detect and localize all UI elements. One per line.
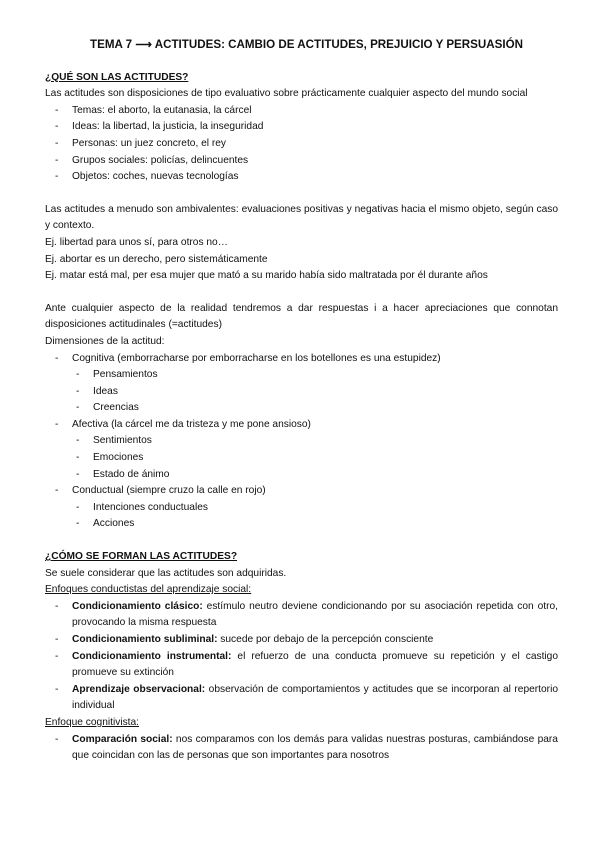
list-item	[45, 649, 558, 682]
section-heading-como-se-forman: ¿CÓMO SE FORMAN LAS ACTITUDES?	[45, 551, 238, 563]
sublist-item: - Sentimientos	[72, 433, 558, 450]
sublist-item: - Creencias	[72, 400, 558, 417]
list-dimensions	[45, 351, 558, 534]
list-item: - Grupos sociales: policías, delincuentes	[45, 153, 558, 170]
page-title: TEMA 7 ⟶ ACTITUDES: CAMBIO DE ACTITUDES, PREJUICIO Y PERSUASIÓN	[90, 38, 523, 51]
list-item: - Ideas: la libertad, la justicia, la inseguridad	[45, 119, 558, 136]
dimension-item	[45, 483, 558, 533]
definition: estímulo neutro deviene condicionando por su asociación repetida con otro, provocando la misma respuesta	[72, 600, 558, 629]
list-item: - Temas: el aborto, la eutanasia, la cárcel	[45, 103, 558, 120]
dimension-label: - Afectiva (la cárcel me da tristeza y me pone ansioso)	[72, 418, 311, 430]
list-item	[45, 682, 558, 715]
paragraph-intro: Las actitudes son disposiciones de tipo evaluativo sobre prácticamente cualquier aspecto del mundo social	[45, 88, 528, 100]
term: Comparación social:	[72, 733, 173, 745]
list-examples-topics	[45, 103, 558, 186]
list-item	[45, 599, 558, 632]
definition: observación de comportamientos y actitudes que se incorporan al repertorio individual	[72, 683, 559, 712]
sublist	[72, 433, 558, 483]
dimension-label: - Cognitiva (emborracharse por emborracharse en los botellones es una estupidez)	[72, 352, 441, 364]
list-item: - Personas: un juez concreto, el rey	[45, 136, 558, 153]
paragraph-ambivalence: Las actitudes a menudo son ambivalentes: evaluaciones positivas y negativas hacia el mismo objeto, según caso y contexto.	[45, 203, 558, 232]
sublist-item: - Ideas	[72, 384, 558, 401]
example-line: Ej. libertad para unos sí, para otros no…	[45, 236, 228, 248]
list-cognitivista	[45, 732, 558, 765]
sublist-item: - Pensamientos	[72, 367, 558, 384]
example-line: Ej. matar está mal, per esa mujer que mató a su marido había sido maltratada por él durante años	[45, 270, 488, 282]
example-line: Ej. abortar es un derecho, pero sistemáticamente	[45, 253, 268, 265]
sublist	[72, 367, 558, 417]
dimension-label: - Conductual (siempre cruzo la calle en rojo)	[72, 485, 266, 497]
dimensions-label: Dimensiones de la actitud:	[45, 335, 165, 347]
list-item	[45, 632, 558, 649]
paragraph-aspects: Ante cualquier aspecto de la realidad tendremos a dar respuestas i a hacer apreciaciones que connotan disposiciones actitudinales (=actitudes)	[45, 302, 558, 331]
sublist-item: - Intenciones conductuales	[72, 500, 558, 517]
subheading-cognitivista: Enfoque cognitivista:	[45, 716, 140, 728]
dimension-item	[45, 351, 558, 417]
sublist	[72, 500, 558, 533]
list-conductistas	[45, 599, 558, 715]
section-heading-que-son: ¿QUÉ SON LAS ACTITUDES?	[45, 71, 189, 83]
term: Aprendizaje observacional:	[72, 683, 206, 695]
term: Condicionamiento instrumental:	[72, 650, 232, 662]
definition: sucede por debajo de la percepción consciente	[217, 634, 434, 645]
sublist-item: - Acciones	[72, 516, 558, 533]
dimension-item	[45, 417, 558, 483]
definition: el refuerzo de una conducta promueve su repetición y el castigo promueve su extinción	[72, 650, 559, 679]
definition: nos comparamos con los demás para validas nuestras posturas, cambiándose para que coincidan con las de personas que son importantes para nosotros	[72, 733, 558, 762]
term: Condicionamiento clásico:	[72, 600, 203, 612]
sublist-item: - Emociones	[72, 450, 558, 467]
list-item	[45, 732, 558, 765]
term: Condicionamiento subliminal:	[72, 634, 218, 645]
paragraph-intro-2: Se suele considerar que las actitudes son adquiridas.	[45, 567, 287, 579]
sublist-item: - Estado de ánimo	[72, 467, 558, 484]
subheading-conductistas: Enfoques conductistas del aprendizaje social:	[45, 584, 252, 596]
list-item: - Objetos: coches, nuevas tecnologías	[45, 169, 558, 186]
